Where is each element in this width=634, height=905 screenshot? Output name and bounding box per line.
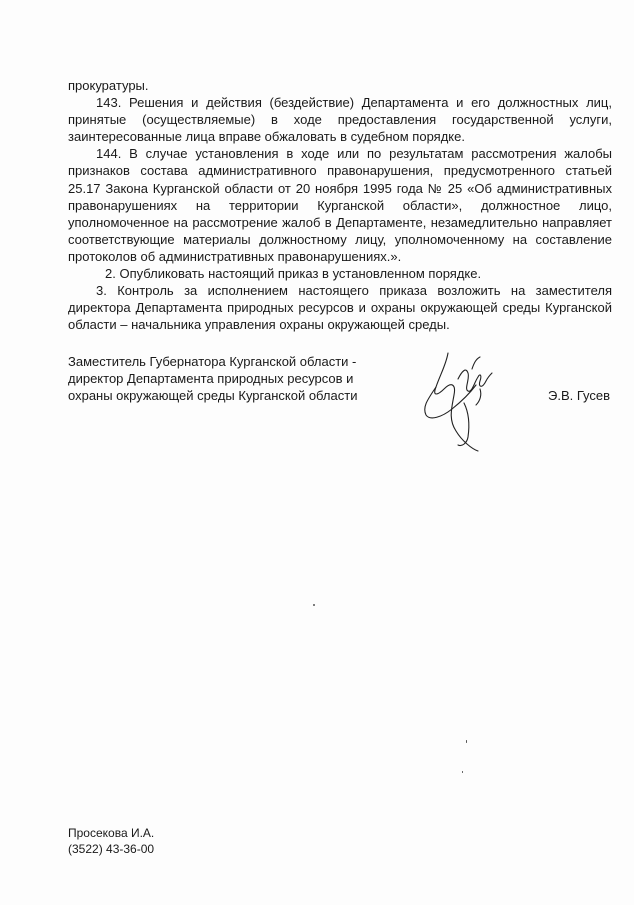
signatory-position-line: охраны окружающей среды Курганской области bbox=[68, 388, 358, 403]
executor-name: Просекова И.А. bbox=[68, 826, 155, 840]
paragraph-item-3: 3. Контроль за исполнением настоящего приказа возложить на заместителя директора Департамента природных ресурсов и охраны окружающей среды Курганской области – начальника управления охраны окружающей среды. bbox=[68, 283, 612, 333]
paragraph-143: 143. Решения и действия (бездействие) Департамента и его должностных лиц, принятые (осуществляемые) в ходе предоставления государственной услуги, заинтересованные лица вправе обжаловать в судебном порядке. bbox=[68, 95, 612, 145]
scan-speck bbox=[313, 604, 315, 606]
signatory-position bbox=[68, 353, 388, 404]
document-body bbox=[68, 77, 612, 333]
executor-footer bbox=[68, 825, 154, 857]
paragraph-continuation: прокуратуры. bbox=[68, 78, 149, 93]
signatory-position-line: Заместитель Губернатора Курганской области - bbox=[68, 354, 357, 369]
executor-phone: (3522) 43-36-00 bbox=[68, 842, 155, 856]
handwritten-signature bbox=[418, 345, 498, 455]
signatory-name: Э.В. Гусев bbox=[548, 388, 611, 403]
scan-speck bbox=[466, 740, 467, 743]
signatory-position-line: директор Департамента природных ресурсов и bbox=[68, 371, 354, 386]
scan-speck bbox=[462, 771, 463, 773]
paragraph-item-2: 2. Опубликовать настоящий приказ в установленном порядке. bbox=[105, 266, 482, 282]
paragraph-144: 144. В случае установления в ходе или по результатам рассмотрения жалобы признаков состава административного правонарушения, предусмотренного статьей 25.17 Закона Курганской области от 20 ноября 1995 года № 25 «Об административных правонарушениях на территории Курганской области», должностное лицо, уполномоченное на рассмотрение жалоб в Департаменте, незамедлительно направляет соответствующие материалы должностному лицу, уполномоченному на составление протоколов об административных правонарушениях.». bbox=[68, 146, 612, 264]
